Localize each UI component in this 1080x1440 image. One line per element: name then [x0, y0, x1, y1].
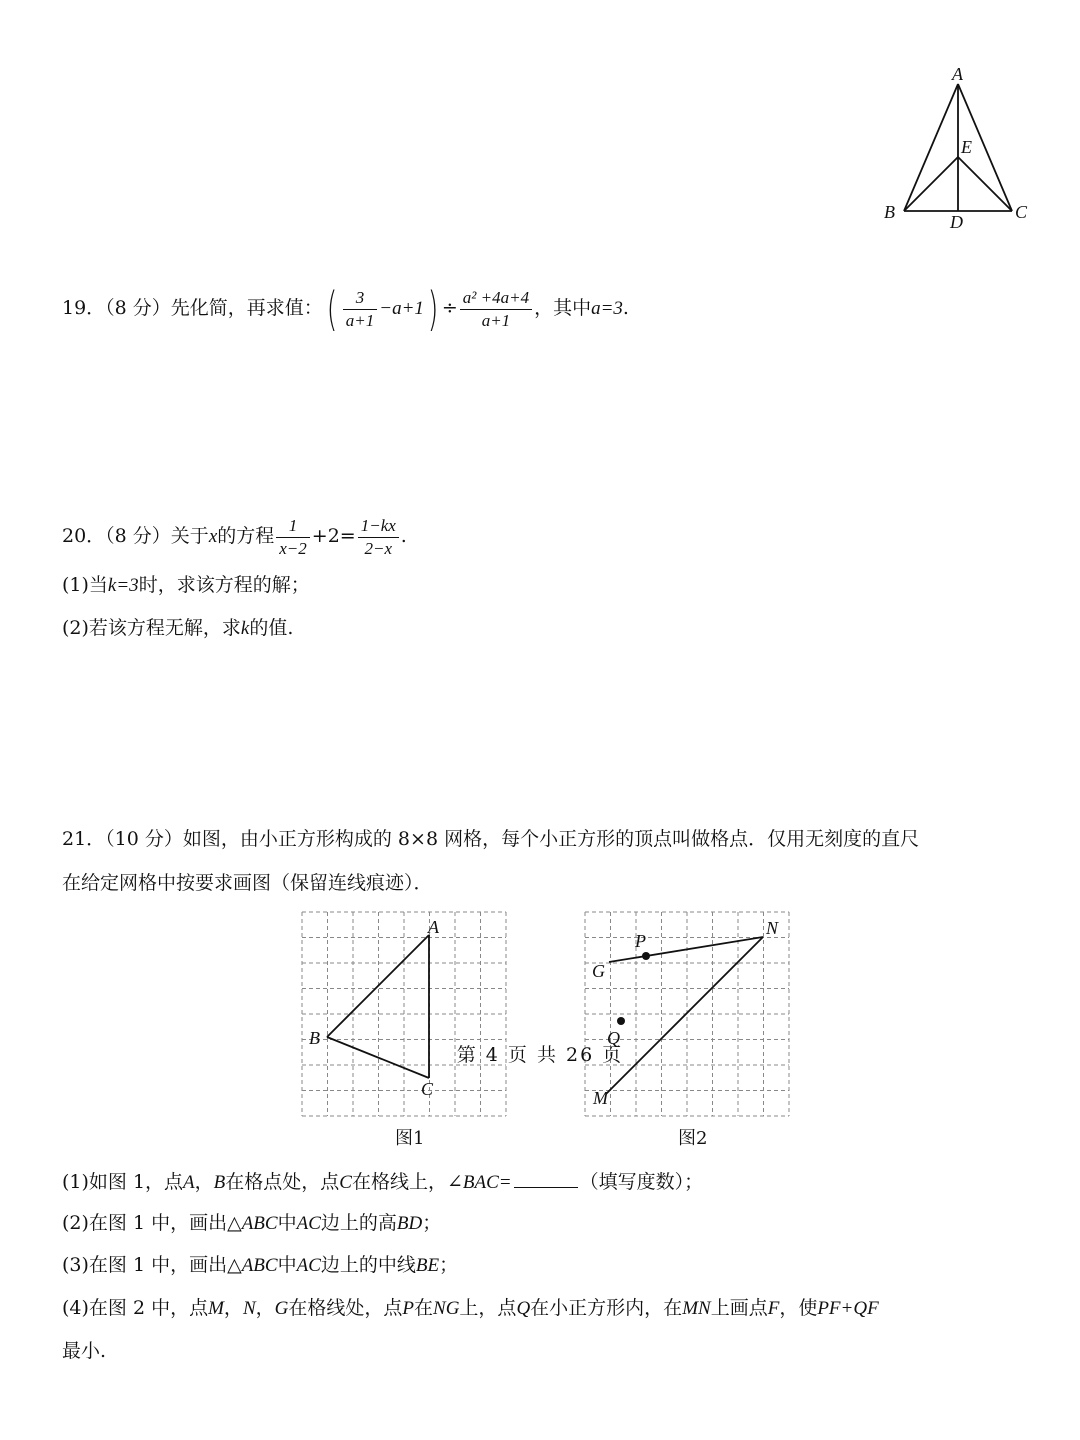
- q21-p4-s1: ，: [223, 1297, 243, 1319]
- q21-figure-1: [300, 910, 510, 1118]
- edge-ab: [904, 84, 958, 211]
- q21-p4-expr: PF+QF: [817, 1298, 879, 1319]
- q21-p3-a: (3)在图 1 中，画出△: [62, 1254, 242, 1276]
- q20-part2: [62, 616, 293, 641]
- left-paren: (: [326, 282, 338, 336]
- fig2-label-m: M: [593, 1088, 608, 1108]
- fig2-label-n: N: [766, 918, 779, 938]
- q19-mid: −a+1: [379, 298, 424, 319]
- q21-p3-seg: BE: [415, 1255, 440, 1276]
- q21-p4-N: N: [242, 1298, 256, 1319]
- q21-p1-a: (1)如图 1，点: [62, 1171, 184, 1193]
- q21-p4-NG: NG: [433, 1298, 460, 1319]
- q21-p4-e: 在小正方形内，在: [530, 1297, 683, 1319]
- label-a: A: [952, 64, 963, 84]
- page-footer: 第 4 页 共 26 页: [456, 1044, 624, 1066]
- q21-p3-side: AC: [296, 1255, 321, 1276]
- q21-p4-h: 最小.: [62, 1340, 107, 1362]
- q20-p2-var: k: [240, 618, 250, 639]
- q21-p2-side: AC: [296, 1213, 321, 1234]
- q20-f2-den: 2−x: [364, 538, 393, 558]
- q21-p1-sep: ，: [194, 1171, 214, 1193]
- q20-prefix: 20．（8 分）关于: [62, 525, 209, 547]
- answer-blank[interactable]: [514, 1169, 578, 1188]
- q21-part1: [62, 1169, 703, 1195]
- q21-p1-c: 在格线上，: [351, 1171, 447, 1193]
- q21-p4-d: 上，点: [459, 1297, 517, 1319]
- q21-p3-c: 边上的中线: [320, 1254, 416, 1276]
- q21-p2-seg: BD: [396, 1213, 423, 1234]
- q20-line: [62, 508, 407, 564]
- fig1-caption: 图1: [395, 1128, 425, 1149]
- fig1-label-a: A: [428, 917, 439, 937]
- q19-fraction-1: [343, 287, 377, 332]
- q21-p4-P: P: [402, 1298, 414, 1319]
- q19-f2-den: a+1: [481, 310, 511, 330]
- q20-fraction-1: [276, 515, 310, 560]
- q21-line-1: 21．（10 分）如图，由小正方形构成的 8×8 网格，每个小正方形的顶点叫做格点．仅用无刻度的直尺: [62, 828, 920, 850]
- q21-p1-B: B: [213, 1172, 226, 1193]
- q21-p1-C: C: [339, 1172, 352, 1193]
- q19-suffix: ，其中: [534, 297, 592, 319]
- fig2-label-p: P: [635, 931, 646, 951]
- q21-p4-f: 上画点: [710, 1297, 768, 1319]
- q21-part3: [62, 1253, 458, 1278]
- q21-p1-angle: ∠BAC=: [447, 1172, 512, 1193]
- fig2-label-g: G: [592, 961, 605, 981]
- q20-p2-a: (2)若该方程无解，求: [62, 617, 241, 639]
- fig2-caption: 图2: [678, 1128, 708, 1149]
- q20-f2-num: 1−kx: [358, 515, 399, 538]
- q21-part4: [62, 1296, 879, 1321]
- right-paren: ): [427, 282, 439, 336]
- q19-line: [62, 280, 629, 336]
- q18-triangle-figure: [876, 62, 1036, 232]
- label-d: D: [950, 212, 963, 232]
- q21-p1-d: （填写度数）；: [579, 1171, 704, 1193]
- q21-p2-b: 中: [277, 1212, 297, 1234]
- q21-part4-cont: [62, 1339, 106, 1363]
- q20-f1-num: 1: [276, 515, 310, 538]
- q20-f1-den: x−2: [279, 538, 307, 558]
- label-b: B: [884, 202, 895, 222]
- q21-p1-b: 在格点处，点: [225, 1171, 340, 1193]
- q19-div: ÷: [441, 297, 458, 319]
- q21-p2-a: (2)在图 1 中，画出△: [62, 1212, 242, 1234]
- q21-p4-s2: ，: [255, 1297, 275, 1319]
- q19-f1-den: a+1: [345, 310, 375, 330]
- q19-f1-num: 3: [343, 287, 377, 310]
- q21-figure-2: [583, 910, 793, 1118]
- q21-p3-b: 中: [277, 1254, 297, 1276]
- fig2-segment-mn: [606, 937, 763, 1094]
- q20-p1-b: 时，求该方程的解；: [138, 574, 310, 596]
- q19-end: .: [622, 297, 629, 319]
- q21-p4-c: 在: [414, 1297, 434, 1319]
- q21-p4-F: F: [767, 1298, 780, 1319]
- q21-p3-d: ；: [439, 1254, 459, 1276]
- q20-end: .: [400, 525, 407, 547]
- label-e: E: [961, 137, 972, 157]
- edge-be: [904, 157, 958, 211]
- fig2-point-q: [617, 1017, 625, 1025]
- fig1-label-c: C: [421, 1079, 434, 1099]
- fig2-segment-gn: [609, 937, 763, 962]
- label-c: C: [1015, 202, 1028, 222]
- q20-fraction-2: [358, 515, 399, 560]
- q19-fraction-2: [460, 287, 532, 332]
- q21-part2: [62, 1211, 441, 1236]
- q19-prefix: 19．（8 分）先化简，再求值：: [62, 297, 323, 319]
- q21-p2-tri: ABC: [241, 1213, 278, 1234]
- q21-p4-b: 在格线处，点: [288, 1297, 403, 1319]
- q19-cond: a=3: [591, 298, 623, 319]
- q21-p4-G: G: [274, 1298, 289, 1319]
- q21-p4-g: ，使: [779, 1297, 818, 1319]
- q21-p4-Q: Q: [516, 1298, 531, 1319]
- q20-mid: 的方程: [217, 525, 275, 547]
- q20-plus: +2=: [311, 525, 356, 547]
- q21-p4-a: (4)在图 2 中，点: [62, 1297, 209, 1319]
- q20-p2-b: 的值.: [249, 617, 294, 639]
- q21-line-2: 在给定网格中按要求画图（保留连线痕迹）．: [62, 872, 433, 894]
- q21-p4-MN: MN: [682, 1298, 711, 1319]
- fig1-label-b: B: [309, 1028, 320, 1048]
- q21-p1-A: A: [183, 1172, 195, 1193]
- fig2-point-p: [642, 952, 650, 960]
- q20-var: x: [208, 526, 218, 547]
- q21-p4-M: M: [208, 1298, 224, 1319]
- q21-p2-d: ；: [422, 1212, 442, 1234]
- q21-p2-c: 边上的高: [320, 1212, 397, 1234]
- q20-p1-cond: k=3: [107, 575, 139, 596]
- edge-ce: [958, 157, 1012, 211]
- q20-p1-a: (1)当: [62, 574, 108, 596]
- q20-part1: [62, 573, 310, 598]
- fig2-label-q: Q: [607, 1028, 620, 1048]
- q19-f2-num: a² +4a+4: [460, 287, 532, 310]
- q21-p3-tri: ABC: [241, 1255, 278, 1276]
